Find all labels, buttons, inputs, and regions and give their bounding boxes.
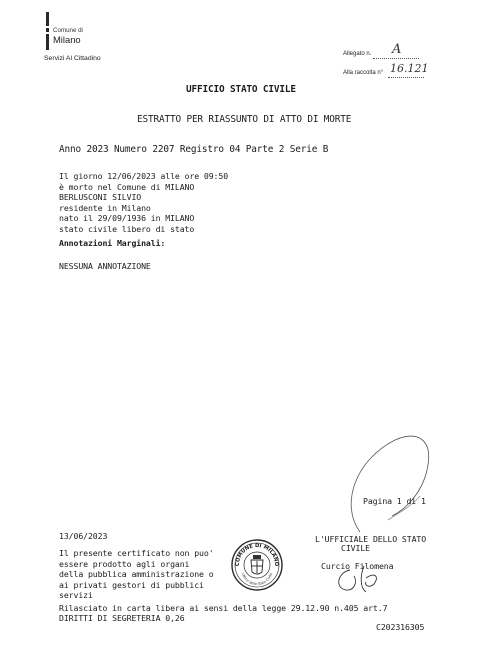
officer-name: Curcio Filomena: [321, 561, 394, 571]
raccolta-line: [388, 77, 424, 78]
comune-logo-mark: [46, 12, 49, 50]
logo-line-2: Milano: [53, 34, 81, 45]
release-line: Rilasciato in carta libera ai sensi della legge 29.12.90 n.405 art.7: [59, 603, 388, 613]
comune-seal: [230, 537, 284, 593]
annotations-value: NESSUNA ANNOTAZIONE: [59, 261, 151, 271]
allegato-line: [373, 58, 419, 59]
annotations-label: Annotazioni Marginali:: [59, 238, 166, 248]
office-title: UFFICIO STATO CIVILE: [186, 84, 296, 95]
body-line: nato il 29/09/1936 in MILANO: [59, 213, 195, 224]
body-line: residente in Milano: [59, 202, 151, 213]
document-code: C202316305: [376, 622, 425, 632]
page-indicator: Pagina 1 di 1: [363, 496, 426, 506]
signature-arc: [300, 420, 450, 540]
service-name: Servizi Al Cittadino: [44, 55, 101, 62]
registry-line: Anno 2023 Numero 2207 Registro 04 Parte 2 Serie B: [59, 144, 329, 155]
certificate-line: ai privati gestori di pubblici: [59, 579, 204, 590]
logo-line-1: Comune di: [53, 27, 83, 34]
document-title: ESTRATTO PER RIASSUNTO DI ATTO DI MORTE: [137, 114, 352, 125]
body-text: [59, 171, 228, 235]
raccolta-value: 16.121: [390, 62, 429, 75]
body-line: Il giorno 12/06/2023 alle ore 09:50: [59, 171, 229, 181]
issue-date: 13/06/2023: [59, 531, 108, 541]
allegato-value: A: [392, 42, 402, 57]
certificate-line: essere prodotto agli organi: [59, 558, 190, 569]
certificate-line: della pubblica amministrazione o: [59, 569, 214, 580]
body-line: è morto nel Comune di MILANO: [59, 181, 195, 192]
officer-title-1: L'UFFICIALE DELLO STATO: [315, 534, 427, 544]
officer-signature: [330, 562, 400, 598]
seal-bottom-text: Ufficio dello Stato Civile: [240, 572, 274, 587]
certificate-line: servizi: [59, 590, 93, 601]
fees-line: DIRITTI DI SEGRETERIA 0,26: [59, 613, 185, 623]
body-line: stato civile libero di stato: [59, 223, 195, 234]
certificate-note: [59, 548, 214, 601]
body-line: BERLUSCONI SILVIO: [59, 192, 142, 203]
allegato-label: Allegato n.: [343, 51, 372, 57]
raccolta-label: Alla raccolta n°: [343, 70, 384, 76]
seal-text: COMUNE DI MILANO: [234, 542, 280, 567]
certificate-line: Il presente certificato non puo': [59, 548, 214, 558]
officer-title-2: CIVILE: [341, 543, 370, 553]
